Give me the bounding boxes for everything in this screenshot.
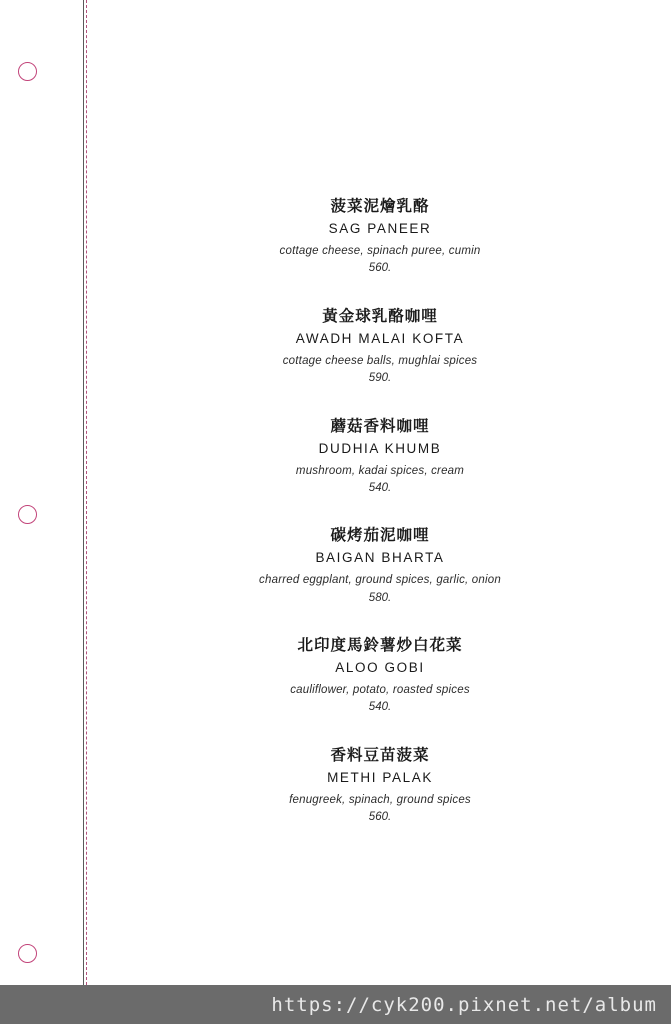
menu-item-description: cottage cheese balls, mughlai spices [282,354,478,367]
menu-item-description: charred eggplant, ground spices, garlic, onion [259,574,501,587]
binder-hole [18,505,37,524]
binder-hole [18,62,37,81]
menu-item-name-cn: 黃金球乳酪咖哩 [322,306,438,325]
menu-item-price: 540. [368,481,392,494]
menu-item-description: mushroom, kadai spices, cream [295,464,465,477]
menu-item [200,306,560,386]
menu-item [200,635,560,715]
menu-item-name-en: BAIGAN BHARTA [315,550,445,566]
binder-dashed-line [86,0,87,985]
menu-item [200,525,560,605]
menu-item [200,196,560,276]
menu-item-name-en: SAG PANEER [328,221,432,237]
menu-item-list [200,196,560,825]
menu-item-description: fenugreek, spinach, ground spices [289,793,471,806]
watermark-bar [0,985,671,1024]
menu-item-name-cn: 碳烤茄泥咖哩 [330,526,430,545]
menu-item-name-cn: 香料豆苗菠菜 [330,745,430,764]
menu-item-name-en: DUDHIA KHUMB [318,440,442,456]
menu-item-price: 560. [368,811,392,824]
menu-item-price: 590. [368,372,392,385]
menu-item [200,745,560,825]
menu-item-name-en: AWADH MALAI KOFTA [295,330,465,346]
menu-item-description: cauliflower, potato, roasted spices [290,684,470,697]
binder-edge-line [83,0,84,1024]
menu-item-description: cottage cheese, spinach puree, cumin [279,245,481,258]
menu-item-price: 540. [368,701,392,714]
watermark-url: https://cyk200.pixnet.net/album [271,993,657,1016]
menu-item-name-cn: 菠菜泥燴乳酪 [330,197,430,215]
menu-item [200,416,560,496]
menu-item-name-en: ALOO GOBI [335,660,425,676]
binder-hole [18,944,37,963]
menu-item-name-en: METHI PALAK [327,769,433,785]
menu-item-price: 560. [368,262,392,275]
menu-item-name-cn: 北印度馬鈴薯炒白花菜 [297,636,463,655]
menu-item-name-cn: 蘑菇香料咖哩 [330,416,430,435]
menu-item-price: 580. [368,591,392,604]
